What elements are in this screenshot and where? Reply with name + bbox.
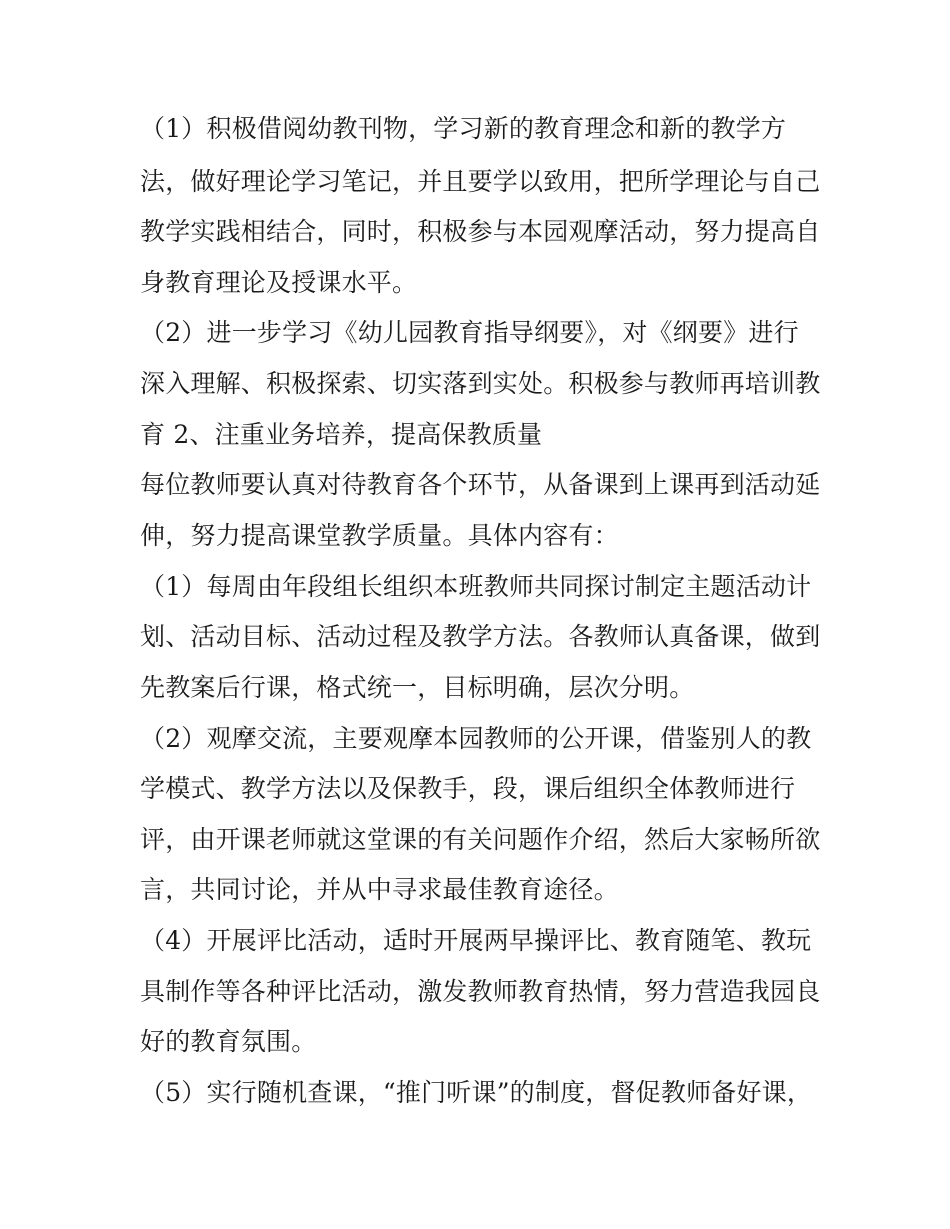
text-line: 深入理解、积极探索、切实落到实处。积极参与教师再培训教 [140,369,821,398]
text-line: 伸，努力提高课堂教学质量。具体内容有： [140,521,619,550]
text-line: 先教案后行课，格式统一，目标明确，层次分明。 [140,673,695,702]
text-line: （2）进一步学习《幼儿园教育指导纲要》，对《纲要》进行 [140,318,799,347]
text-line: （5）实行随机查课，“推门听课”的制度，督促教师备好课， [140,1078,813,1107]
text-line: 身教育理论及授课水平。 [140,268,418,297]
text-line: 具制作等各种评比活动，激发教师教育热情，努力营造我园良 [140,977,821,1006]
text-line: （1）积极借阅幼教刊物，学习新的教育理念和新的教学方 [140,114,787,143]
text-line: 言，共同讨论，并从中寻求最佳教育途径。 [140,875,619,904]
text-line: 划、活动目标、活动过程及教学方法。各教师认真备课，做到 [140,622,821,651]
text-line: （1）每周由年段组长组织本班教师共同探讨制定主题活动计 [140,572,812,601]
text-line: 每位教师要认真对待教育各个环节，从备课到上课再到活动延 [140,470,821,499]
text-line: 学模式、教学方法以及保教手，段，课后组织全体教师进行 [140,774,796,803]
text-line: 教学实践相结合，同时，积极参与本园观摩活动，努力提高自 [140,217,821,246]
text-line: 评，由开课老师就这堂课的有关问题作介绍，然后大家畅所欲 [140,825,821,854]
text-line: 育 2、注重业务培养，提高保教质量 [140,420,543,449]
text-line: （2）观摩交流，主要观摩本园教师的公开课，借鉴别人的教 [140,724,812,753]
text-line: 好的教育氛围。 [140,1027,317,1056]
text-line: （4）开展评比活动，适时开展两早操评比、教育随笔、教玩 [140,926,812,955]
text-line: 法，做好理论学习笔记，并且要学以致用，把所学理论与自己 [140,167,821,196]
